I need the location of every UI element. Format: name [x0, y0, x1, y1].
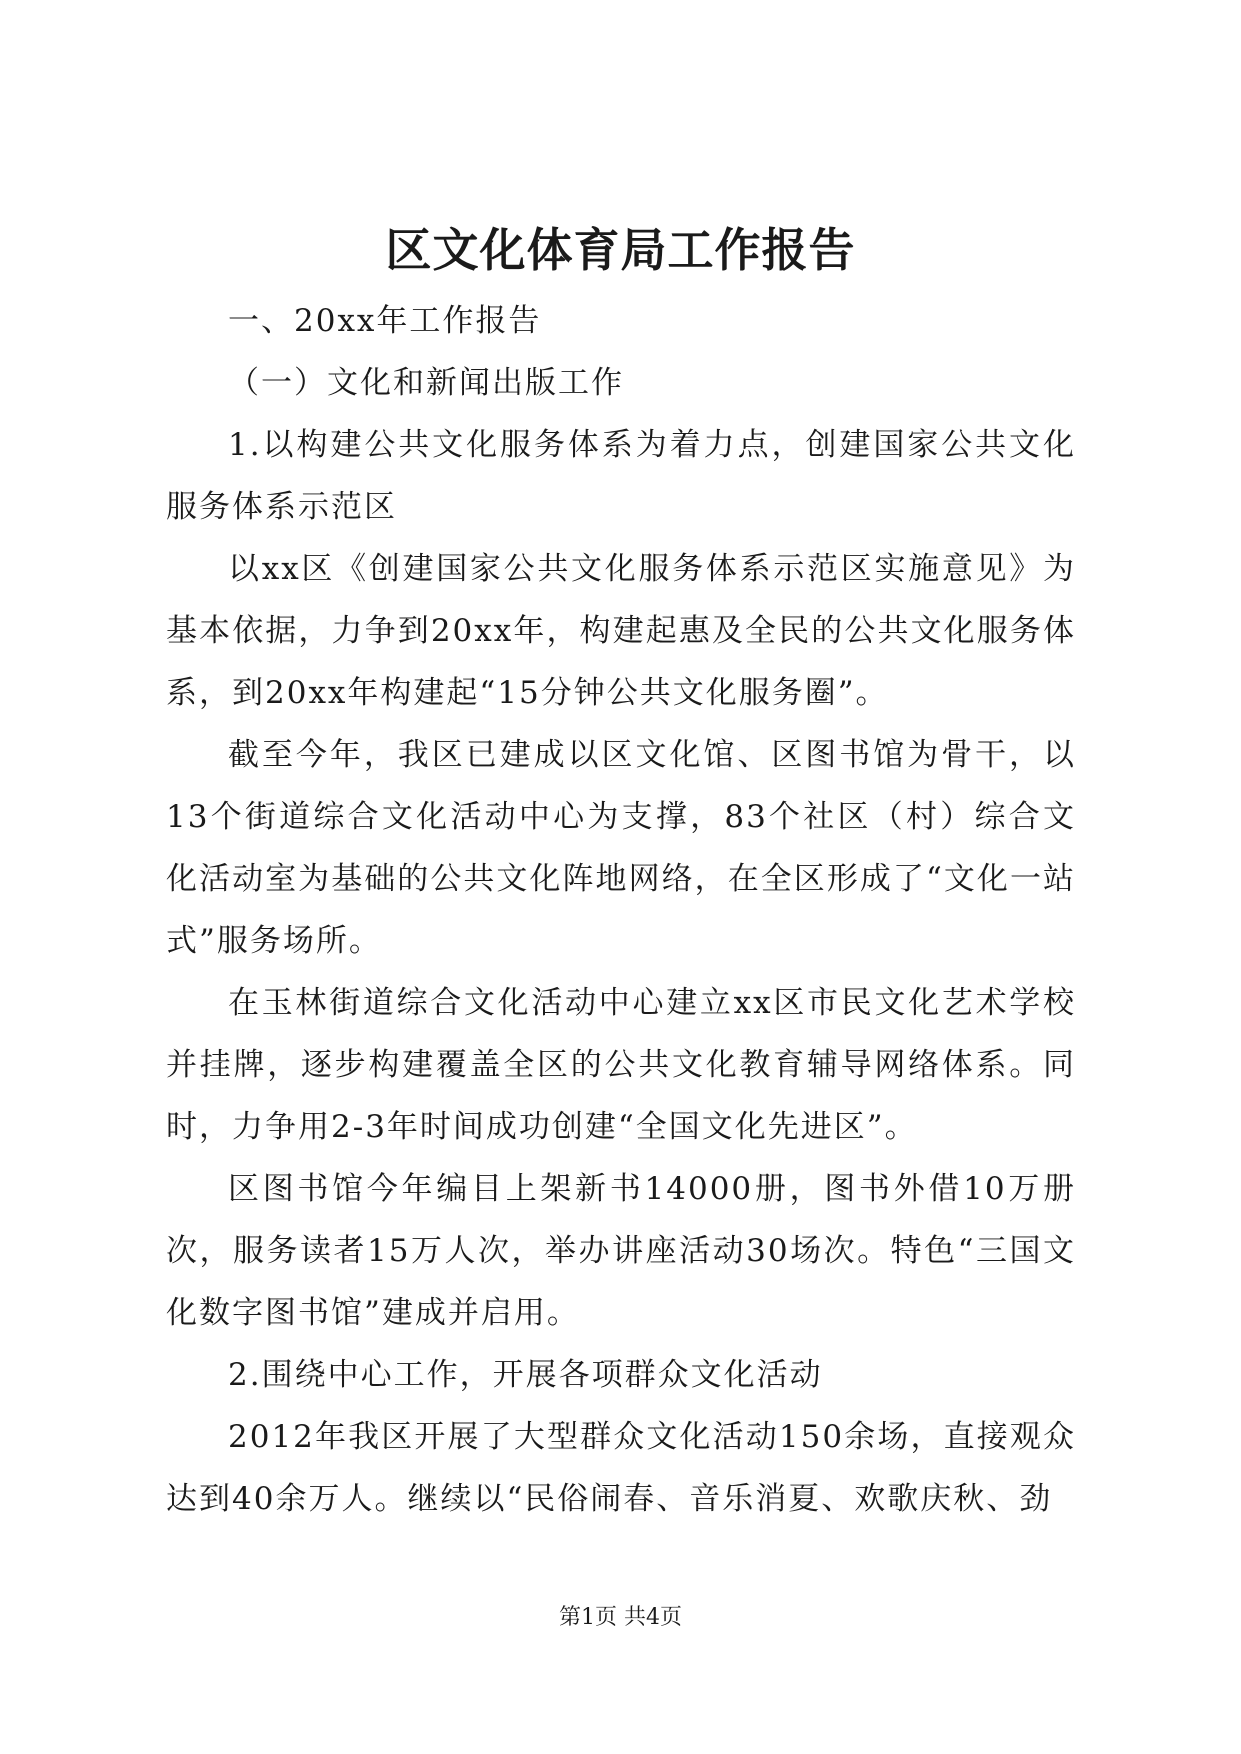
- document-body: [166, 290, 1076, 1530]
- item-heading-2: 2.围绕中心工作，开展各项群众文化活动: [228, 1357, 823, 1393]
- paragraph: 以xx区《创建国家公共文化服务体系示范区实施意见》为基本依据，力争到20xx年，构建起惠及全民的公共文化服务体系，到20xx年构建起“15分钟公共文化服务圈”。: [166, 551, 1076, 711]
- document-title: 区文化体育局工作报告: [385, 223, 856, 277]
- item-heading-1: 1.以构建公共文化服务体系为着力点，创建国家公共文化服务体系示范区: [166, 427, 1076, 525]
- paragraph: 区图书馆今年编目上架新书14000册，图书外借10万册次，服务读者15万人次，举办讲座活动30场次。特色“三国文化数字图书馆”建成并启用。: [166, 1171, 1076, 1331]
- section-heading-1: 一、20xx年工作报告: [228, 303, 542, 339]
- subsection-heading-1: （一）文化和新闻出版工作: [228, 365, 624, 401]
- paragraph: 在玉林街道综合文化活动中心建立xx区市民文化艺术学校并挂牌，逐步构建覆盖全区的公共文化教育辅导网络体系。同时，力争用2-3年时间成功创建“全国文化先进区”。: [166, 985, 1076, 1145]
- page-number-footer: 第1页 共4页: [559, 1605, 682, 1630]
- paragraph: 截至今年，我区已建成以区文化馆、区图书馆为骨干，以13个街道综合文化活动中心为支撑，83个社区（村）综合文化活动室为基础的公共文化阵地网络，在全区形成了“文化一站式”服务场所。: [166, 737, 1076, 959]
- paragraph: 2012年我区开展了大型群众文化活动150余场，直接观众达到40余万人。继续以“民俗闹春、音乐消夏、欢歌庆秋、劲: [166, 1419, 1076, 1517]
